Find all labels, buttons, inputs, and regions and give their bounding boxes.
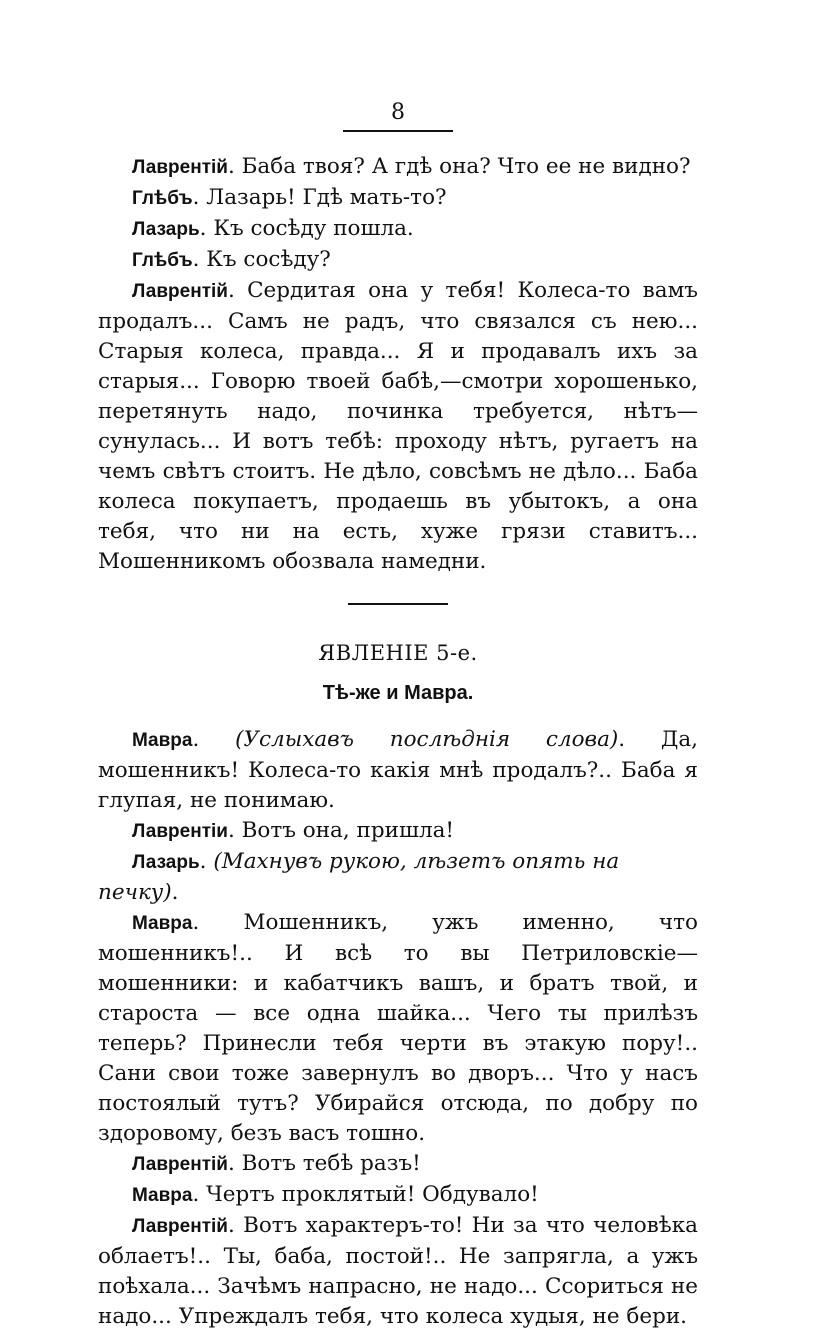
dialogue-line (98, 183, 698, 214)
speech-text: . Вотъ характеръ-то! Ни за что человѣка облаетъ!.. Ты, баба, постой!.. Не запрягла, а ужъ поѣхала... Зачѣмъ напрасно, не надо... Ссориться не надо... Упреждалъ тебя, что колеса худыя, не бери. (98, 1213, 698, 1329)
book-page (98, 100, 698, 1332)
speaker-name: Лаврентій (132, 1216, 228, 1237)
speech-text: . Къ сосѣду пошла. (199, 216, 414, 241)
speech-text: . (171, 880, 179, 905)
speaker-name: Глѣбъ (132, 250, 193, 271)
speech-text: . Да, мошенникъ! Колеса-то какія мнѣ продалъ?.. Баба я глупая, не понимаю. (98, 727, 698, 813)
speech-text: . (192, 727, 236, 752)
speaker-name: Мавра (132, 913, 193, 934)
speech-text: . Вотъ она, пришла! (227, 818, 455, 843)
header-rule (343, 130, 453, 132)
dialogue-line (98, 245, 698, 276)
stage-direction: (Махнувъ рукою, лѣзетъ опять на печку) (98, 849, 620, 905)
page-number: 8 (391, 100, 405, 125)
speaker-name: Лазарь (132, 219, 200, 240)
speech-text: . Къ сосѣду? (192, 247, 331, 272)
speaker-name: Лаврентій (132, 1154, 228, 1175)
dialogue-line (98, 152, 698, 183)
speech-text: . Чертъ проклятый! Обдувало! (192, 1182, 539, 1207)
dialogue-line (98, 1180, 698, 1211)
stage-direction: (Услыхавъ послѣднія слова) (235, 727, 619, 752)
speaker-name: Мавра (132, 1185, 193, 1206)
speech-text: . Вотъ тебѣ разъ! (227, 1151, 421, 1176)
dialogue-line (98, 816, 698, 847)
section-separator (348, 603, 448, 605)
scene-heading: ЯВЛЕНІЕ 5-е. (318, 641, 478, 665)
dialogue-line (98, 908, 698, 1149)
dialogue-line (98, 725, 698, 816)
speaker-name: Лаврентій (132, 157, 228, 178)
speech-text: . (199, 849, 214, 874)
dialogue-line (98, 847, 698, 908)
speech-text: . Лазарь! Гдѣ мать-то? (192, 185, 447, 210)
scene-cast: Тѣ-же и Мавра. (322, 682, 474, 704)
speaker-name: Глѣбъ (132, 188, 193, 209)
speech-text: . Баба твоя? А гдѣ она? Что ее не видно? (227, 154, 691, 179)
speech-text: . Мошенникъ, ужъ именно, что мошенникъ!.. И всѣ то вы Петриловскіе—мошенники: и кабатчикъ вашъ, и братъ твой, и староста — все одна шайка... Чего ты прилѣзъ теперь? Принесли тебя черти въ этакую пору!.. Сани свои тоже завернулъ во дворъ... Что у насъ постоялый тутъ? Убирайся отсюда, по добру по здоровому, безъ васъ тошно. (98, 910, 698, 1146)
dialogue-line (98, 1211, 698, 1332)
dialogue-line (98, 1149, 698, 1180)
dialogue-line (98, 214, 698, 245)
dialogue-line (98, 276, 698, 577)
speech-text: . Сердитая она у тебя! Колеса-то вамъ продалъ... Самъ не радъ, что связался съ нею... Старыя колеса, правда... Я и продавалъ ихъ за старыя... Говорю твоей бабѣ,—смотри хорошенько, перетянуть надо, починка требуется, нѣтъ—сунулась... И вотъ тебѣ: проходу нѣтъ, ругаетъ на чемъ свѣтъ стоитъ. Не дѣло, совсѣмъ не дѣло... Баба колеса покупаетъ, продаешь въ убытокъ, а она тебя, что ни на есть, хуже грязи ставитъ... Мошенникомъ обозвала намедни. (98, 278, 698, 574)
speaker-name: Лаврентій (132, 281, 228, 302)
speaker-name: Лазарь (132, 852, 200, 873)
speaker-name: Лаврентіи (132, 821, 228, 842)
speaker-name: Мавра (132, 730, 193, 751)
